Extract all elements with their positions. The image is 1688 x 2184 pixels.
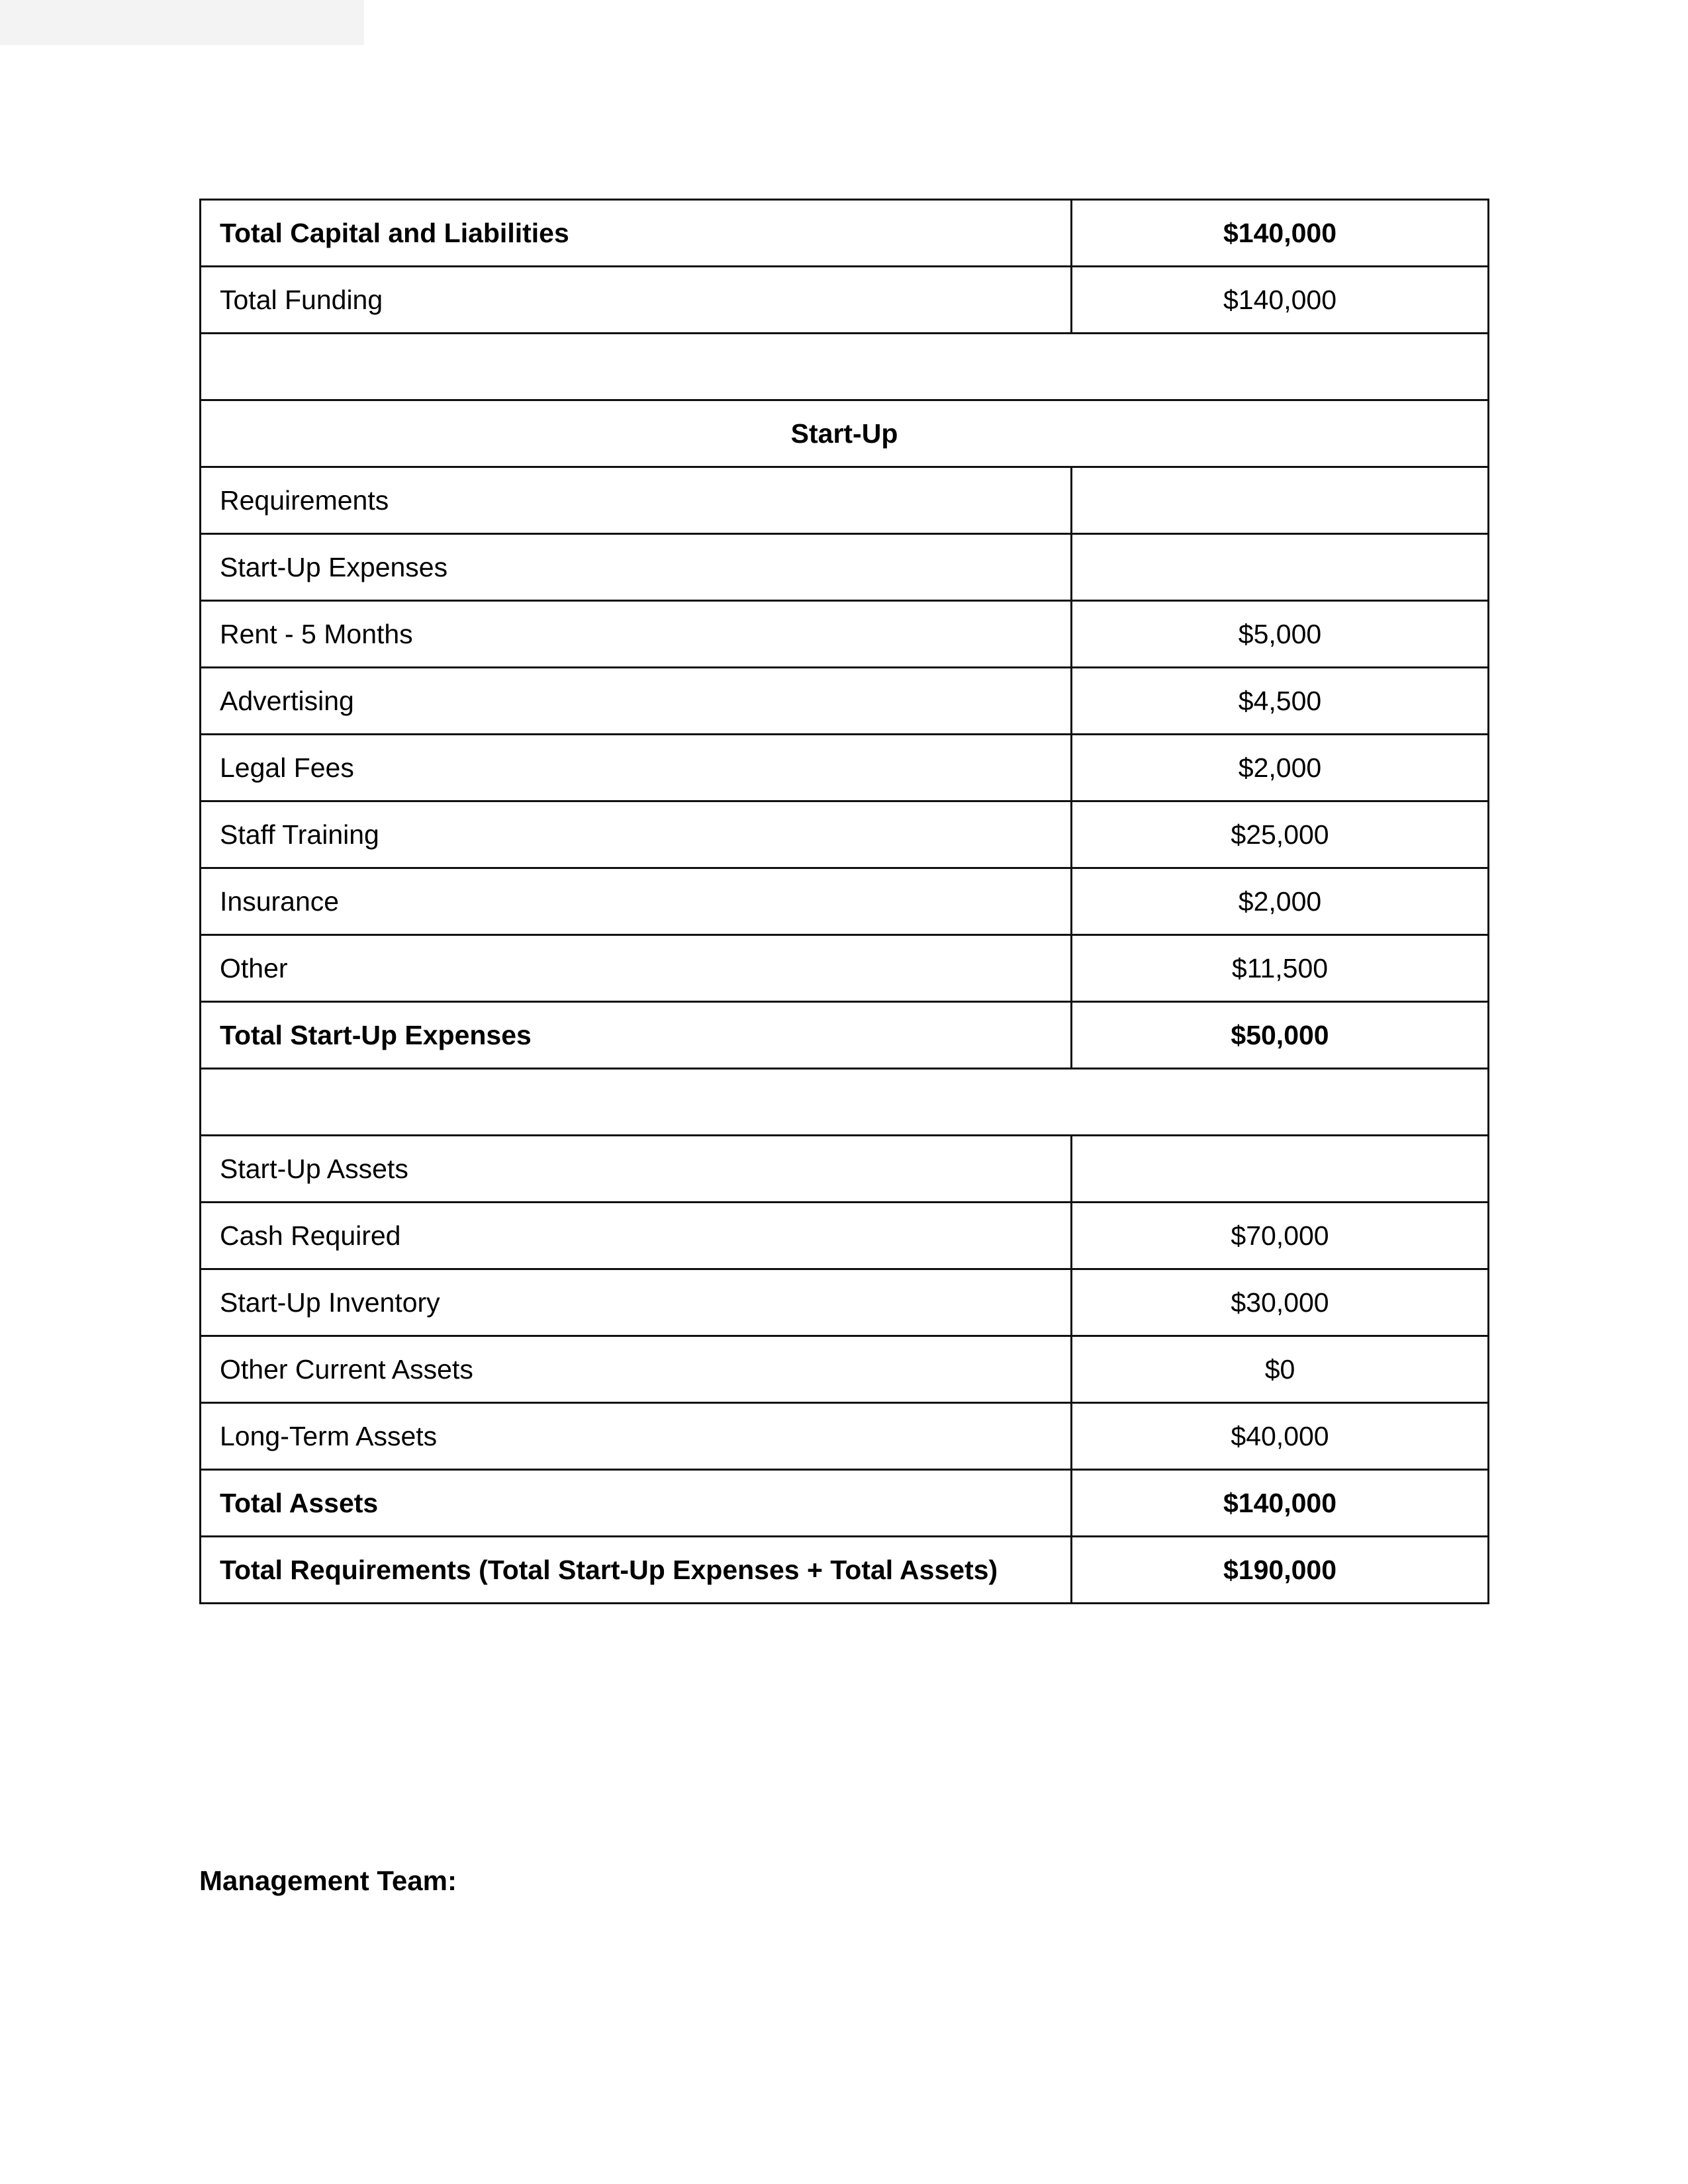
page-corner-tab <box>0 0 364 45</box>
row-label: Total Funding <box>201 267 1072 334</box>
startup-funding-table <box>199 199 1489 1604</box>
row-label: Total Requirements (Total Start-Up Expenses + Total Assets) <box>201 1537 1072 1604</box>
row-label: Total Start-Up Expenses <box>201 1002 1072 1069</box>
section-heading: Start-Up <box>201 400 1489 467</box>
row-label: Advertising <box>201 668 1072 735</box>
table-row-total-assets <box>201 1470 1489 1537</box>
table-row <box>201 668 1489 735</box>
row-label: Other <box>201 935 1072 1002</box>
row-value: $70,000 <box>1072 1203 1489 1269</box>
row-value: $30,000 <box>1072 1269 1489 1336</box>
table-row <box>201 935 1489 1002</box>
row-value: $2,000 <box>1072 735 1489 801</box>
row-value: $25,000 <box>1072 801 1489 868</box>
table-row-total-capital <box>201 200 1489 267</box>
row-value: $5,000 <box>1072 601 1489 668</box>
row-value: $2,000 <box>1072 868 1489 935</box>
spacer-cell <box>201 1069 1489 1136</box>
table-row-total-funding <box>201 267 1489 334</box>
row-value-empty <box>1072 467 1489 534</box>
row-value: $190,000 <box>1072 1537 1489 1604</box>
row-label: Other Current Assets <box>201 1336 1072 1403</box>
table-row <box>201 601 1489 668</box>
table-row <box>201 1403 1489 1470</box>
management-team-heading: Management Team: <box>199 1865 457 1896</box>
row-value: $4,500 <box>1072 668 1489 735</box>
row-label: Total Assets <box>201 1470 1072 1537</box>
table-row-section-heading <box>201 400 1489 467</box>
row-value-empty <box>1072 534 1489 601</box>
row-label: Start-Up Assets <box>201 1136 1072 1203</box>
row-label: Rent - 5 Months <box>201 601 1072 668</box>
row-label: Start-Up Expenses <box>201 534 1072 601</box>
row-value: $140,000 <box>1072 1470 1489 1537</box>
row-value: $11,500 <box>1072 935 1489 1002</box>
table-row-startup-expenses <box>201 534 1489 601</box>
spacer-cell <box>201 334 1489 400</box>
table-row-total-requirements <box>201 1537 1489 1604</box>
table-row-spacer <box>201 334 1489 400</box>
table-row-requirements <box>201 467 1489 534</box>
row-value: $140,000 <box>1072 267 1489 334</box>
row-label: Long-Term Assets <box>201 1403 1072 1470</box>
row-label: Cash Required <box>201 1203 1072 1269</box>
table-row-spacer <box>201 1069 1489 1136</box>
row-value: $140,000 <box>1072 200 1489 267</box>
row-label: Total Capital and Liabilities <box>201 200 1072 267</box>
row-label: Requirements <box>201 467 1072 534</box>
row-label: Staff Training <box>201 801 1072 868</box>
row-label: Legal Fees <box>201 735 1072 801</box>
row-value-empty <box>1072 1136 1489 1203</box>
table-row <box>201 1203 1489 1269</box>
table-row <box>201 1336 1489 1403</box>
row-label: Start-Up Inventory <box>201 1269 1072 1336</box>
row-value: $0 <box>1072 1336 1489 1403</box>
row-value: $40,000 <box>1072 1403 1489 1470</box>
table-row <box>201 735 1489 801</box>
row-value: $50,000 <box>1072 1002 1489 1069</box>
row-label: Insurance <box>201 868 1072 935</box>
table-row-total-expenses <box>201 1002 1489 1069</box>
table-row <box>201 801 1489 868</box>
table-row-startup-assets <box>201 1136 1489 1203</box>
table-row <box>201 1269 1489 1336</box>
table-row <box>201 868 1489 935</box>
